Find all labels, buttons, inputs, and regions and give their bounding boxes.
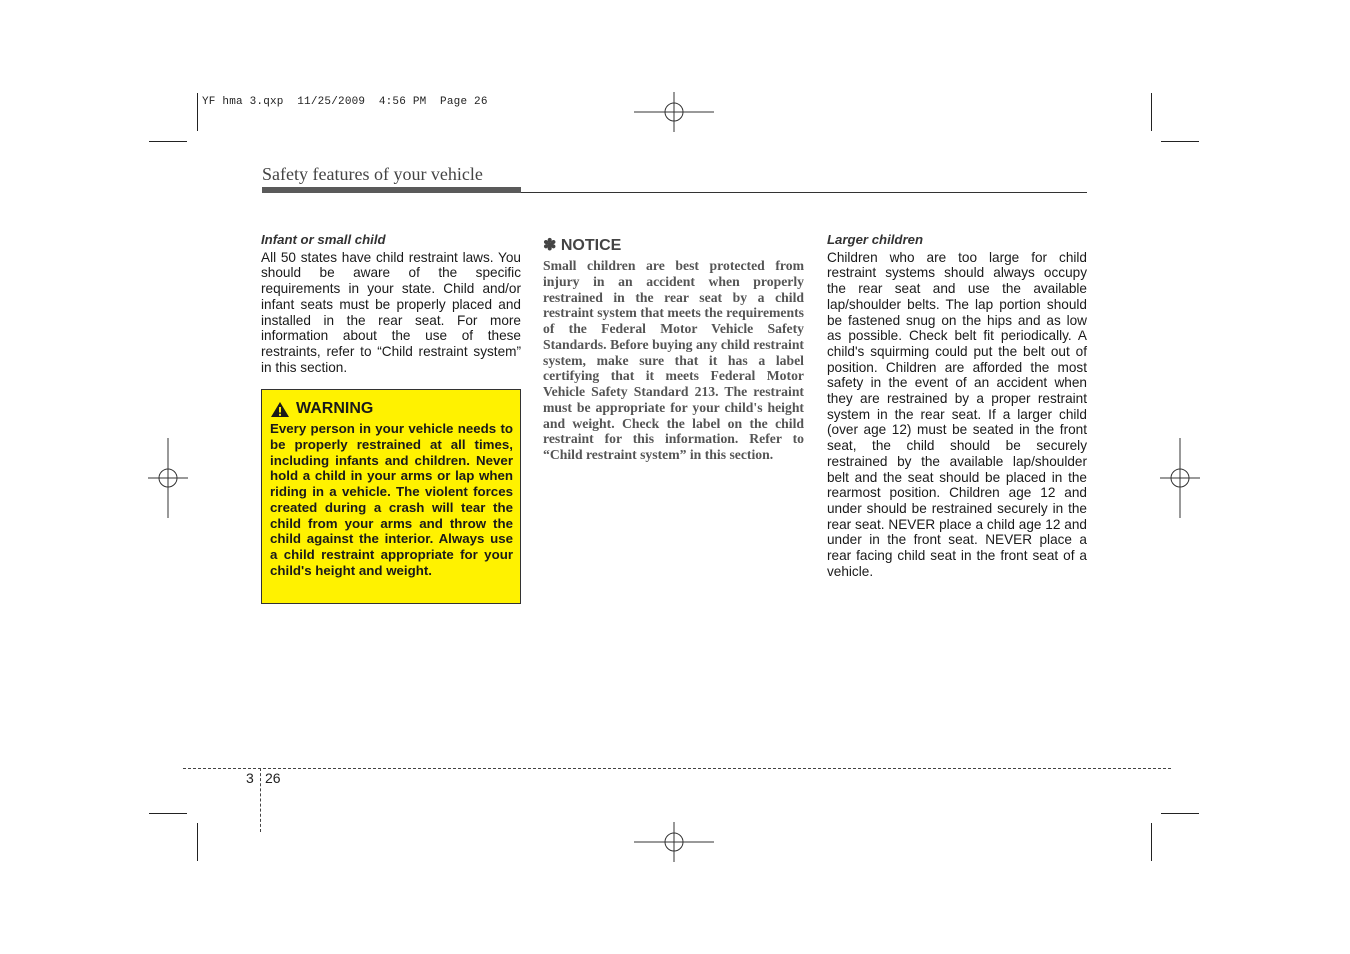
registration-mark-icon xyxy=(148,438,188,518)
column-infant xyxy=(261,232,521,375)
crop-mark xyxy=(197,93,198,131)
registration-mark-icon xyxy=(1160,438,1200,518)
warning-box xyxy=(261,389,521,604)
chapter-number: 3 xyxy=(246,770,254,786)
paragraph-larger-children: Children who are too large for child restraint systems should always occupy the rear seat and use the available lap/shoulder belts. The lap portion should be fastened snug on the hips and as low as possible. Check belt fit periodically. A child's squirming could put the belt out of position. Children are afforded the most safety in the event of an accident when they are restrained by a proper restraint system in the rear seat. If a larger child (over age 12) must be seated in the front seat, the child should be securely restrained by the available lap/shoulder belt and the seat should be placed in the rearmost position. Children age 12 and under should be restrained securely in the rear seat. NEVER place a child age 12 and under in the front seat. NEVER place a rear facing child seat in the front seat of a vehicle. xyxy=(827,249,1087,579)
notice-heading: ✽ NOTICE xyxy=(543,237,622,254)
header-bar xyxy=(262,187,521,193)
registration-mark-icon xyxy=(634,92,714,132)
warning-title: WARNING xyxy=(296,400,374,417)
crop-mark xyxy=(149,813,187,814)
crop-mark xyxy=(1161,813,1199,814)
header-rule xyxy=(521,192,1087,193)
crop-mark xyxy=(149,141,187,142)
print-slug: YF hma 3.qxp 11/25/2009 4:56 PM Page 26 xyxy=(202,96,488,108)
section-title: Safety features of your vehicle xyxy=(262,164,483,184)
crop-mark xyxy=(1151,93,1152,131)
notice-section xyxy=(543,235,804,463)
crop-mark xyxy=(197,823,198,861)
paragraph-infant: All 50 states have child restraint laws. You should be aware of the specific requirements in your state. Child and/or infant seats must be properly placed and installed in the rear seat. For more information about the use of these restraints, refer to “Child restraint system” in this section. xyxy=(261,249,521,375)
column-larger-children xyxy=(827,232,1087,579)
footer-divider xyxy=(260,768,261,832)
crop-mark xyxy=(1151,823,1152,861)
notice-text: Small children are best protected from injury in an accident when properly restrained in the rear seat by a child restraint system that meets the requirements of the Federal Motor Vehicle Safety Standards. Before buying any child restraint system, make sure that it has a label certifying that it meets Federal Motor Vehicle Safety Standard 213. The restraint must be appropriate for your child's height and weight. Check the label on the child restraint for this information. Refer to “Child restraint system” in this section. xyxy=(543,258,804,462)
subhead-larger-children: Larger children xyxy=(827,232,924,247)
warning-triangle-icon xyxy=(270,401,290,418)
footer-rule xyxy=(183,768,1171,769)
crop-mark xyxy=(1161,141,1199,142)
registration-mark-icon xyxy=(634,822,714,862)
page-number: 26 xyxy=(265,770,281,786)
subhead-infant: Infant or small child xyxy=(261,232,386,247)
warning-text: Every person in your vehicle needs to be properly restrained at all times, including infants and children. Never hold a child in your arms or lap when riding in a vehicle. The violent forces created during a crash will tear the child from your arms and throw the child against the interior. Always use a child restraint appropriate for your child's height and weight. xyxy=(270,421,513,578)
warning-heading xyxy=(270,400,373,418)
